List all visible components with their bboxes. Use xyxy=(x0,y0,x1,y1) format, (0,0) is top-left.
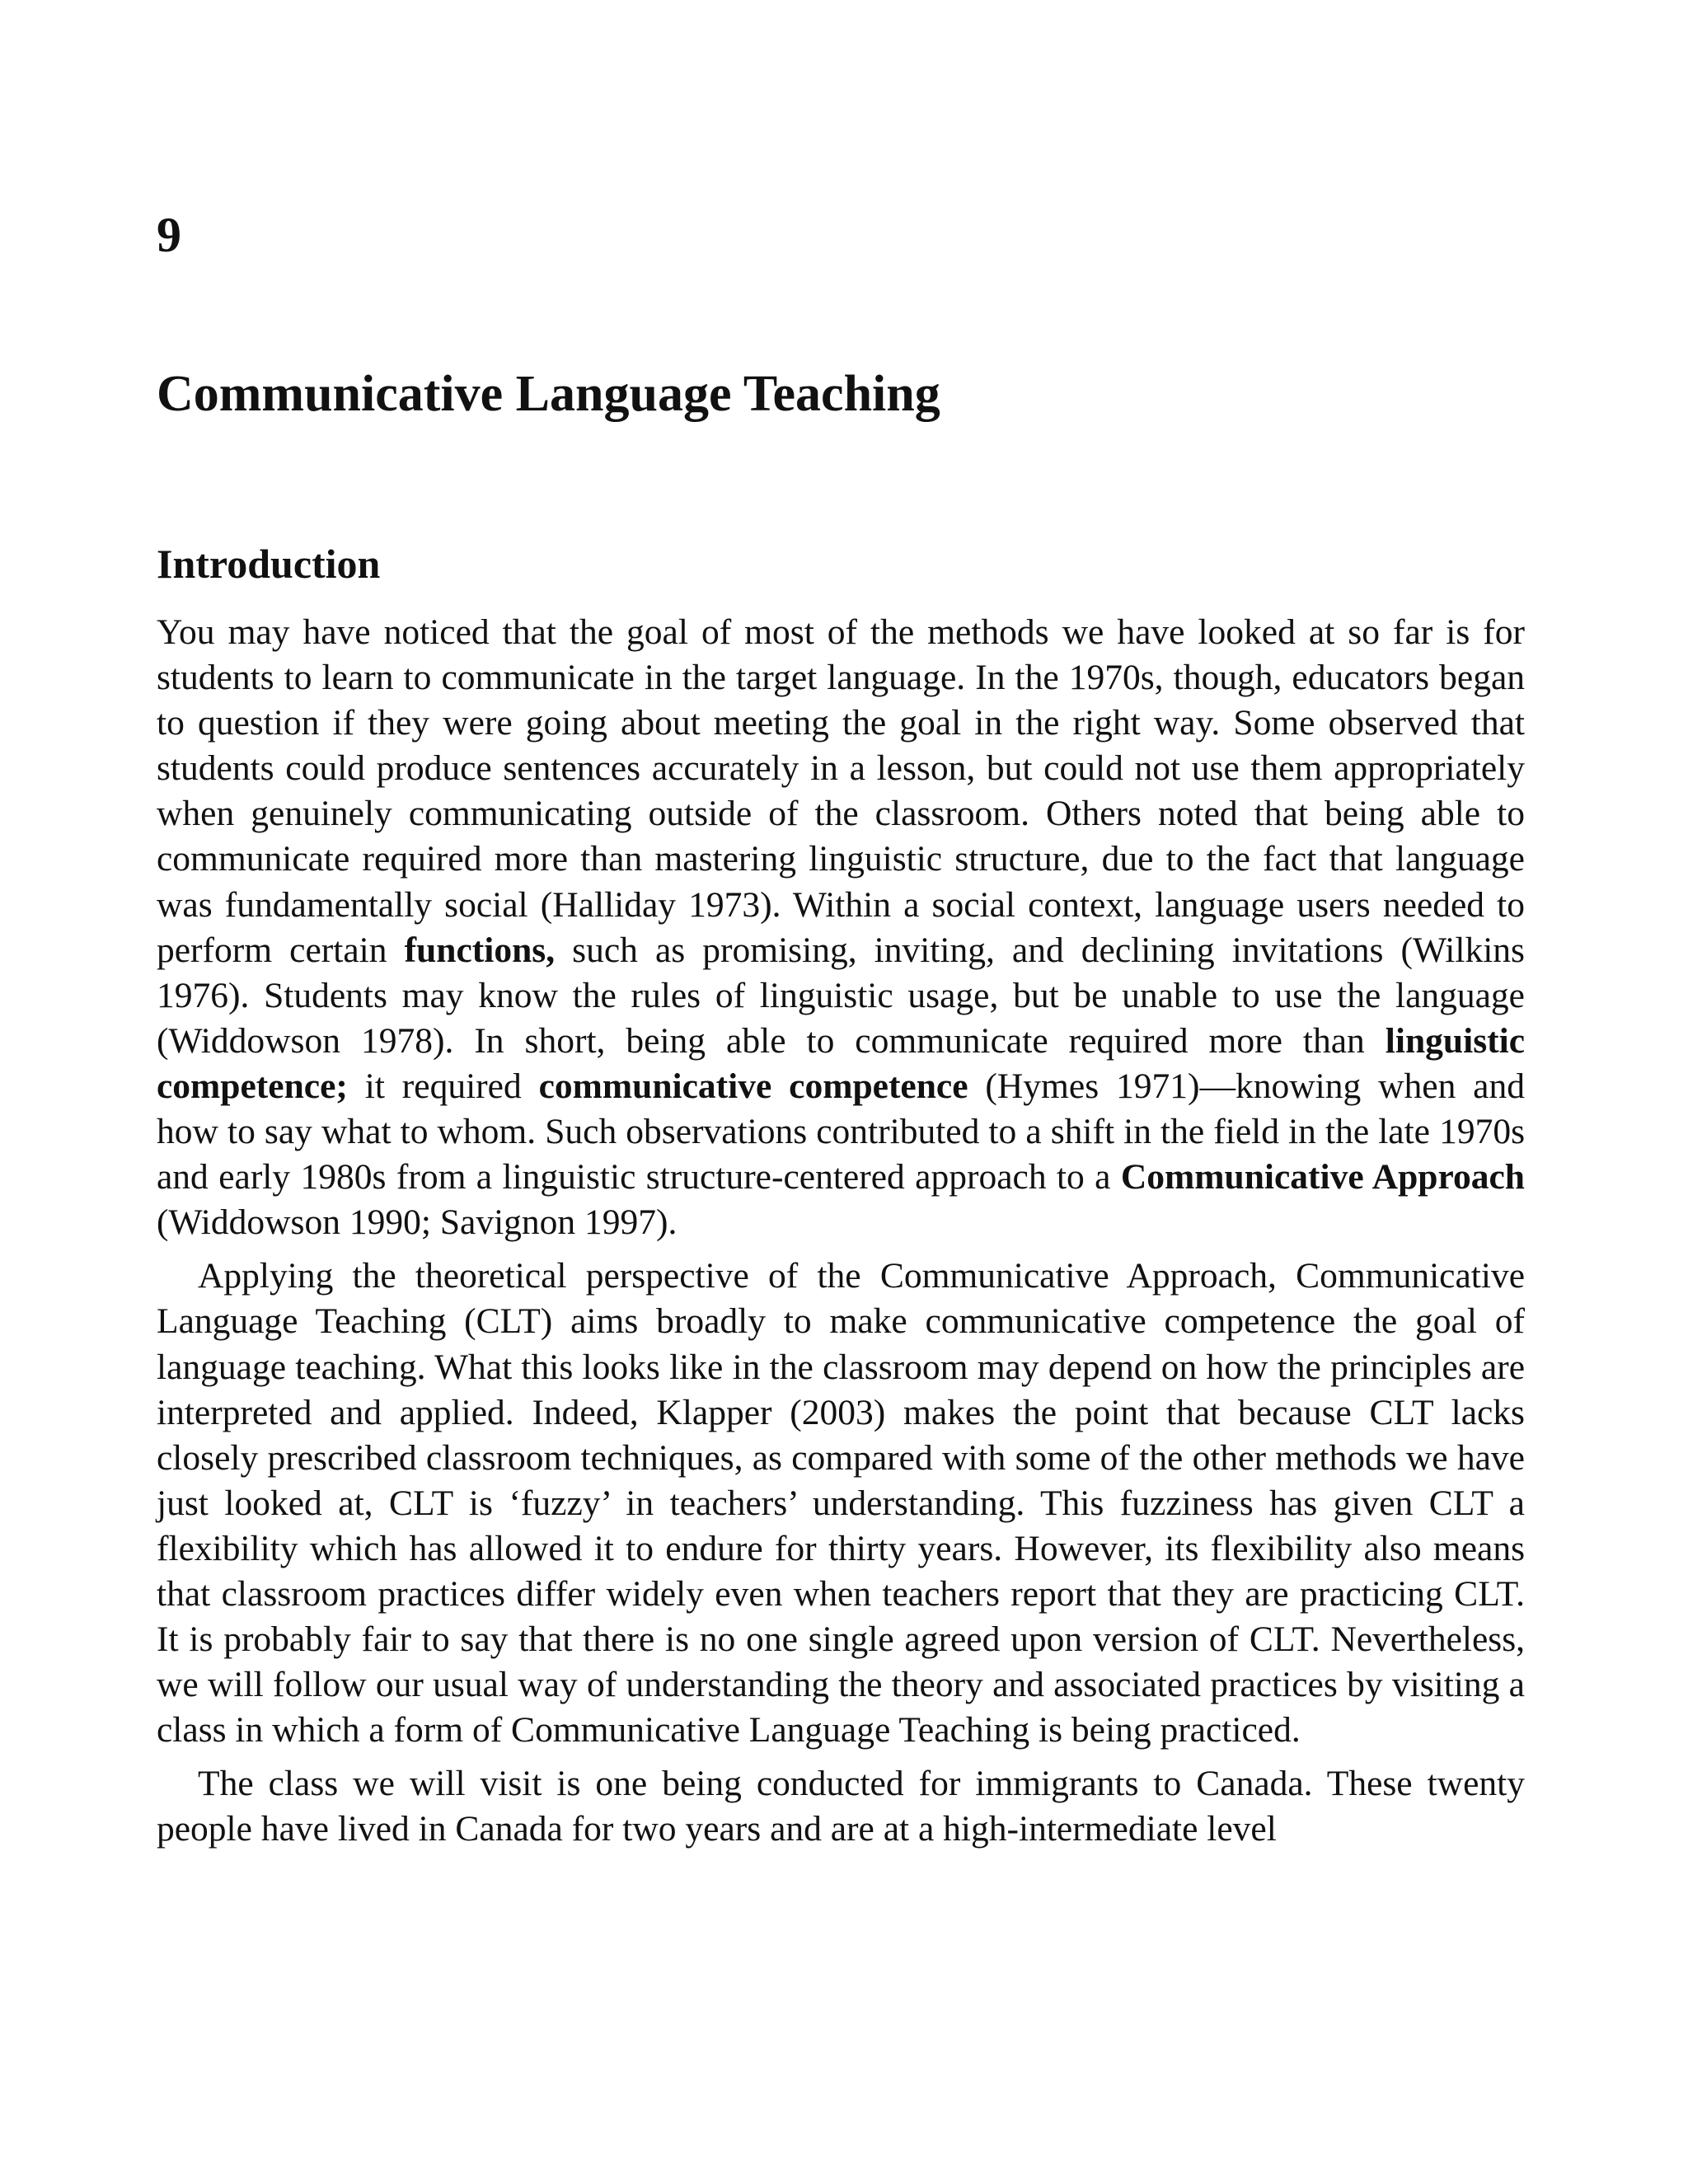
text-run: (Hymes 1971)—knowing when and how to say what to whom. Such observations contributed to a shift in the field in the late 1970s and early 1980s from a linguistic structure-centered approach to a xyxy=(157,1066,1525,1197)
bold-term: Communicative Approach xyxy=(1120,1157,1525,1197)
text-run: such as promising, inviting, and declining invitations (Wilkins 1976). Students may know the rules of linguistic usage, but be unable to use the language (Widdowson 1978). In short, being able to communicate required more than xyxy=(157,930,1525,1061)
chapter-number: 9 xyxy=(157,208,181,262)
text-run: The class we will visit is one being conducted for immigrants to Canada. These twenty people have lived in Canada for two years and are at a high-intermediate level xyxy=(157,1764,1525,1849)
bold-term: communicative competence xyxy=(538,1066,968,1106)
body-text xyxy=(157,610,1525,1853)
text-run: Applying the theoretical perspective of the Communicative Approach, Communicative Language Teaching (CLT) aims broadly to make communicative competence the goal of language teaching. What this looks like in the classroom may depend on how the principles are interpreted and applied. Indeed, Klapper (2003) makes the point that because CLT lacks closely prescribed classroom techniques, as compared with some of the other methods we have just looked at, CLT is ‘fuzzy’ in teachers’ understanding. This fuzziness has given CLT a flexibility which has allowed it to endure for thirty years. However, its flexibility also means that classroom practices differ widely even when teachers report that they are practicing CLT. It is probably fair to say that there is no one single agreed upon version of CLT. Nevertheless, we will follow our usual way of understanding the theory and associated practices by visiting a class in which a form of Communicative Language Teaching is being practiced. xyxy=(157,1256,1525,1750)
chapter-title: Communicative Language Teaching xyxy=(157,366,940,422)
text-run: (Widdowson 1990; Savignon 1997). xyxy=(157,1202,678,1243)
bold-term: linguistic competence; xyxy=(157,1020,1525,1106)
text-run: it required xyxy=(347,1066,539,1106)
paragraph xyxy=(157,610,1525,1245)
paragraph xyxy=(157,1254,1525,1753)
bold-term: functions, xyxy=(404,930,556,970)
section-heading: Introduction xyxy=(157,541,381,587)
paragraph xyxy=(157,1761,1525,1852)
text-run: You may have noticed that the goal of most of the methods we have looked at so far is for students to learn to communicate in the target language. In the 1970s, though, educators began to question if they were going about meeting the goal in the right way. Some observed that students could produce sentences accurately in a lesson, but could not use them appropriately when genuinely communicating outside of the classroom. Others noted that being able to communicate required more than mastering linguistic structure, due to the fact that language was fundamentally social (Halliday 1973). Within a social context, language users needed to perform certain xyxy=(157,612,1525,970)
